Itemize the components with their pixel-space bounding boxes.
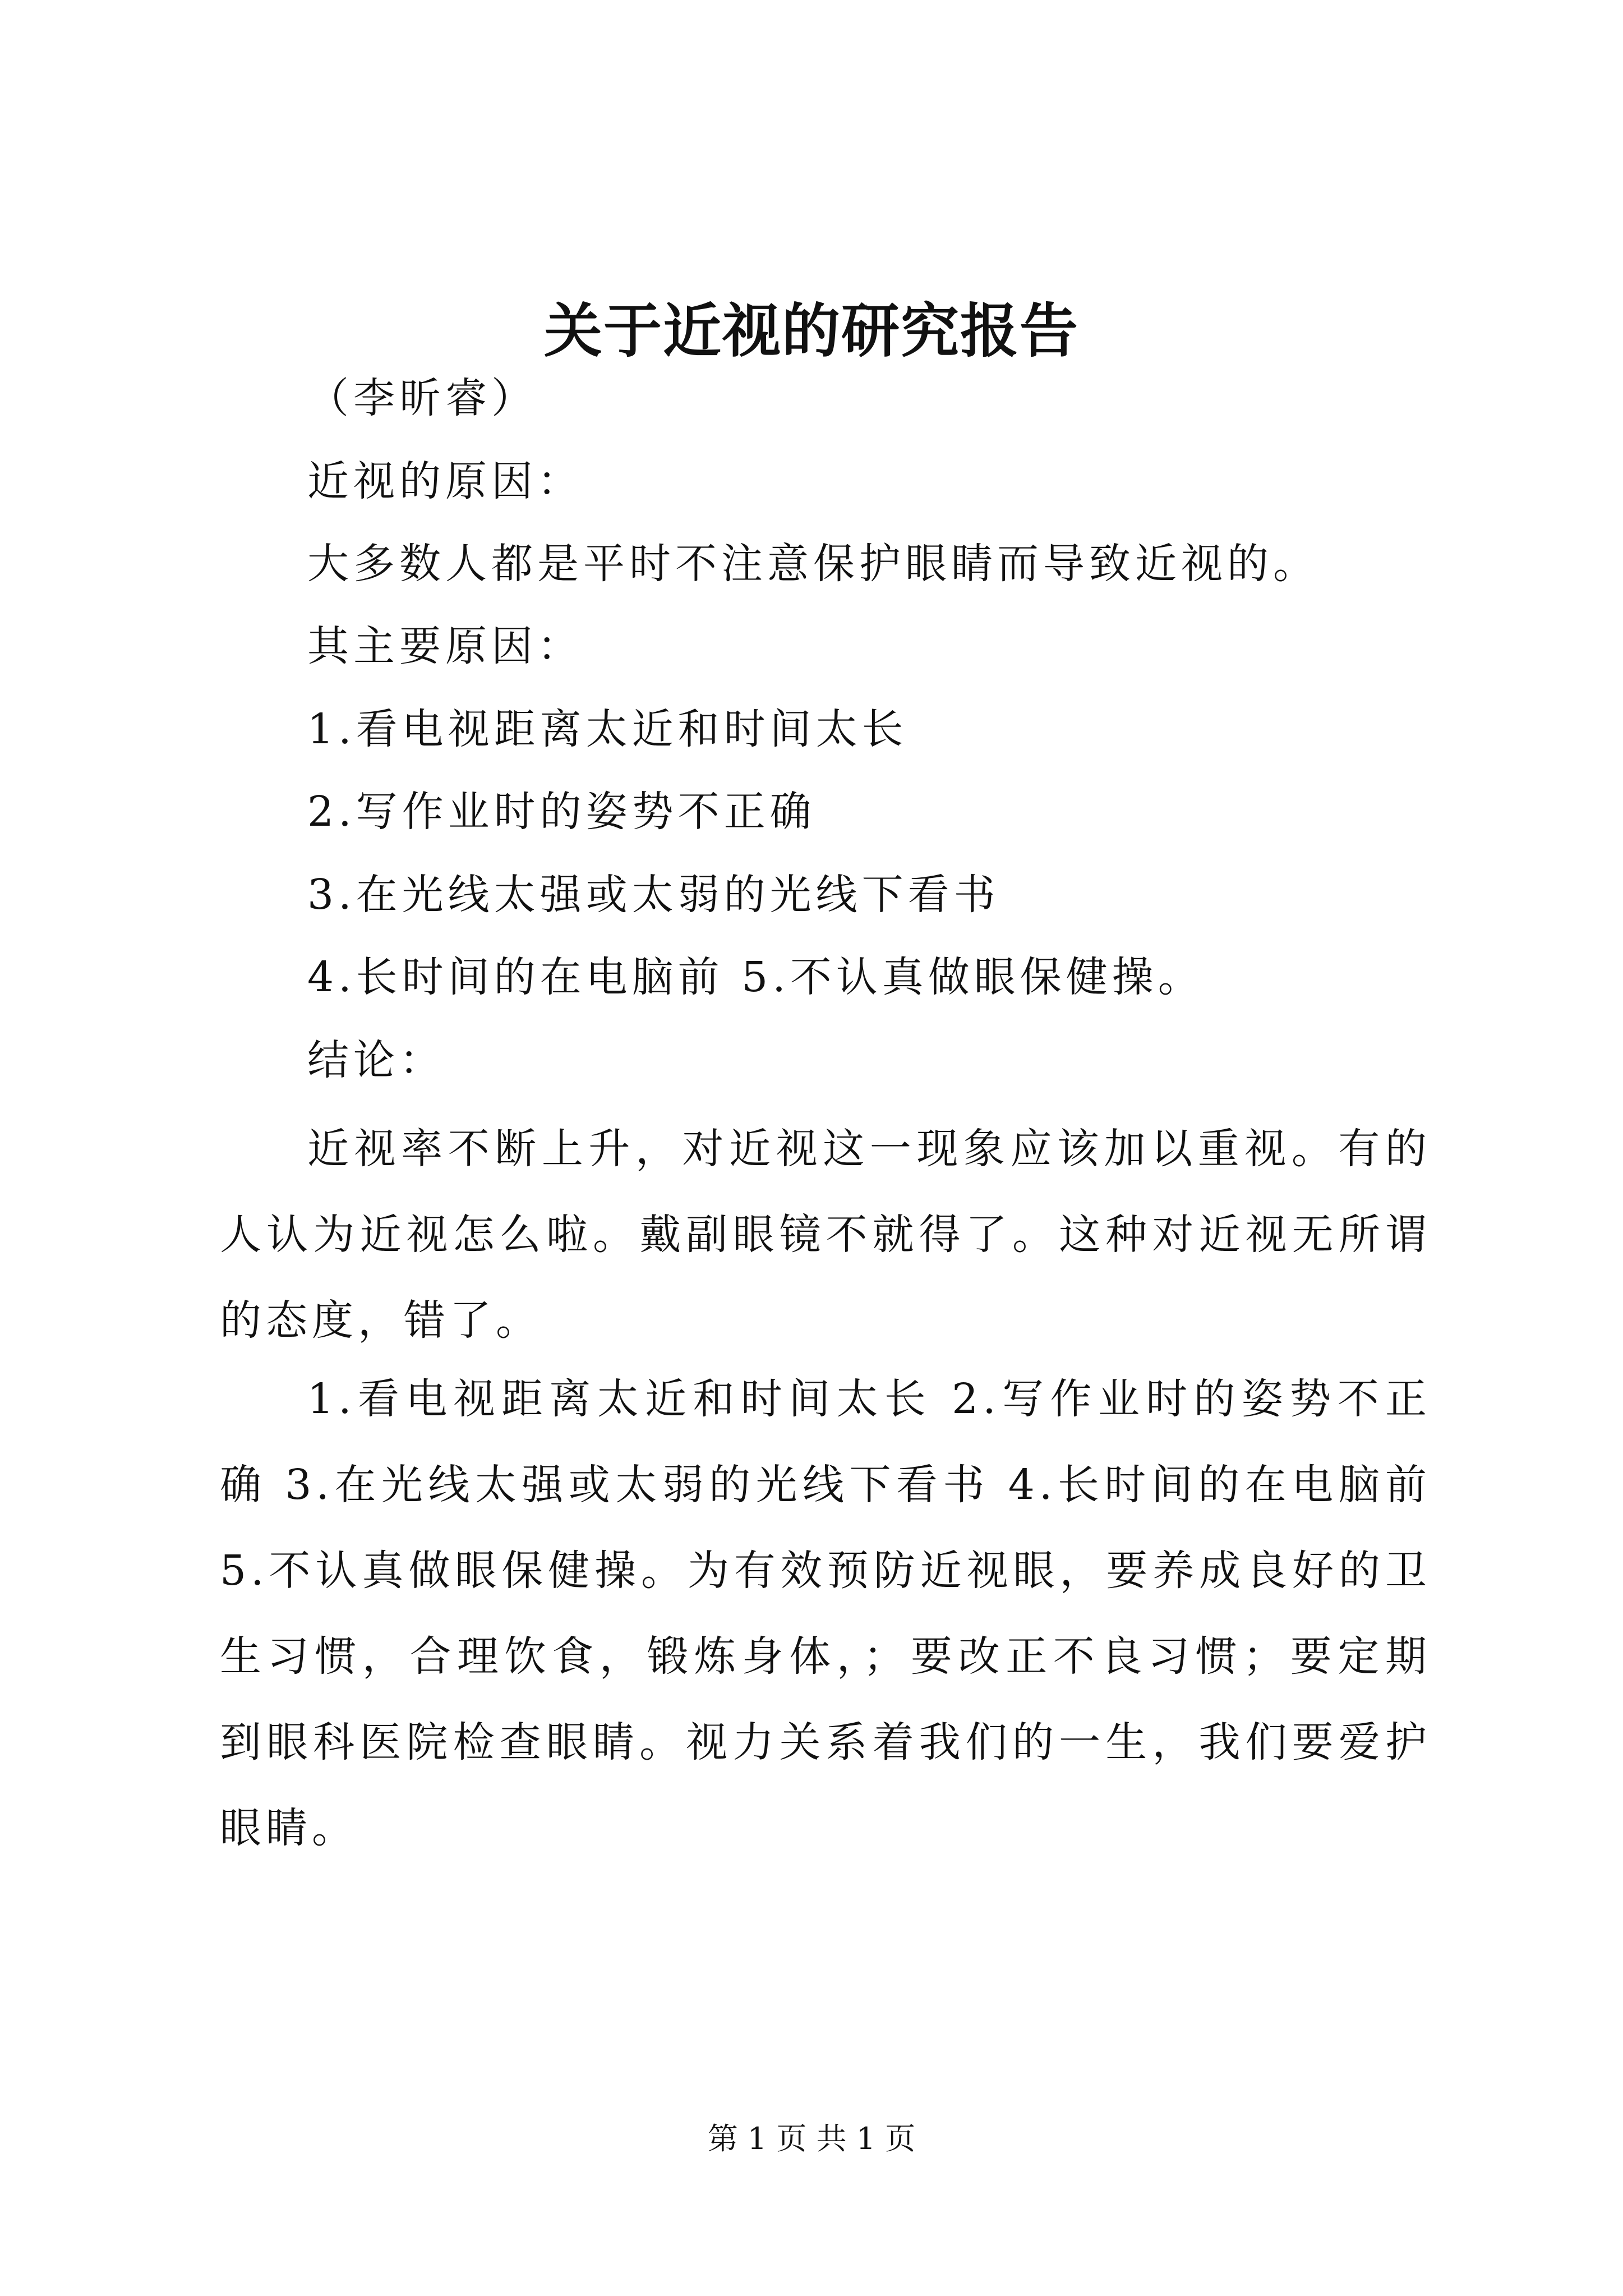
conclusion-paragraph-2: 1.看电视距离太近和时间太长 2.写作业时的姿势不正确 3.在光线太强或太弱的光线下看书 4.长时间的在电脑前 5.不认真做眼保健操。为有效预防近视眼，要养成良好的卫生习惯，合理饮食，锻炼身体，；要改正不良习惯；要定期到眼科医院检查眼睛。视力关系着我们的一生，我们要爱护眼睛。 [220,1375,1431,1852]
cause-item-3: 3.在光线太强或太弱的光线下看书 [307,871,1000,919]
author-line: （李昕睿） [307,374,537,422]
conclusion-paragraph-1: 近视率不断上升，对近视这一现象应该加以重视。有的人认为近视怎么啦。戴副眼镜不就得了。这种对近视无所谓的态度，错了。 [220,1125,1431,1345]
cause-item-1: 1.看电视距离太近和时间太长 [307,705,908,753]
causes-intro: 大多数人都是平时不注意保护眼睛而导致近视的。 [307,540,1319,588]
page-footer: 第 1 页 共 1 页 [707,2121,916,2156]
cause-item-4: 4.长时间的在电脑前 5.不认真做眼保健操。 [307,953,1204,1001]
conclusion-heading: 结论： [307,1036,445,1084]
causes-heading: 近视的原因： [307,457,583,505]
cause-item-2: 2.写作业时的姿势不正确 [307,788,816,836]
document-title: 关于近视的研究报告 [543,296,1079,365]
main-causes-heading: 其主要原因： [307,622,583,670]
